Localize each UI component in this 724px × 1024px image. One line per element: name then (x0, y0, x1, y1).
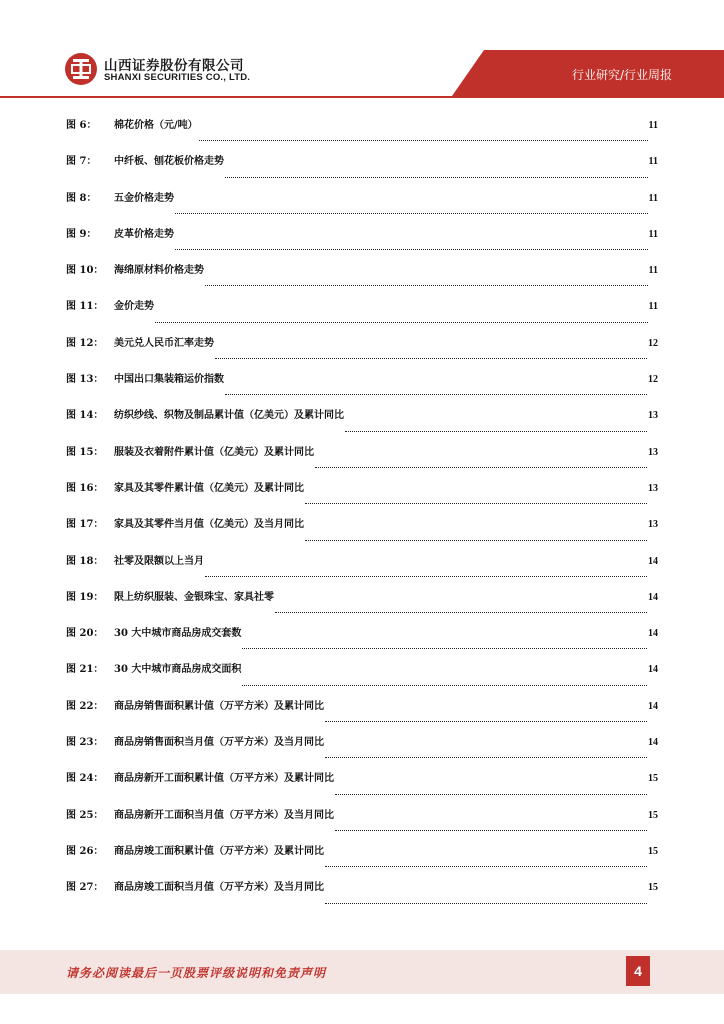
toc-entry[interactable] (66, 443, 658, 479)
toc-figure-title: 海绵原材料价格走势 (114, 265, 204, 277)
shanxi-securities-logo-icon (64, 52, 98, 86)
toc-figure-title: 五金价格走势 (114, 192, 174, 204)
toc-figure-title: 商品房销售面积累计值（万平方米）及累计同比 (114, 700, 324, 712)
toc-entry[interactable] (66, 697, 658, 733)
toc-entry[interactable] (66, 225, 658, 261)
toc-figure-title: 棉花价格（元/吨） (114, 120, 198, 131)
toc-entry[interactable] (66, 297, 658, 333)
toc-page-number: 15 (648, 845, 658, 857)
toc-dot-leader (215, 357, 647, 359)
toc-figure-title: 30 大中城市商品房成交面积 (114, 664, 242, 676)
report-category: 行业研究/行业周报 (571, 68, 672, 82)
toc-figure-number: 图 16： (66, 482, 104, 494)
toc-figure-number: 图 14： (66, 410, 104, 422)
toc-dot-leader (325, 756, 647, 758)
toc-entry[interactable] (66, 660, 658, 696)
toc-dot-leader (242, 684, 647, 686)
toc-figure-title: 中国出口集装箱运价指数 (114, 374, 224, 386)
toc-dot-leader (175, 248, 648, 250)
toc-dot-leader (305, 539, 647, 541)
toc-page-number: 14 (648, 664, 658, 676)
toc-figure-title: 服装及衣着附件累计值（亿美元）及累计同比 (114, 446, 314, 458)
toc-entry[interactable] (66, 588, 658, 624)
toc-entry[interactable] (66, 116, 658, 152)
toc-page-number: 11 (648, 120, 658, 131)
toc-entry[interactable] (66, 806, 658, 842)
toc-page-number: 11 (648, 192, 658, 204)
toc-figure-title: 30 大中城市商品房成交套数 (114, 628, 242, 640)
toc-dot-leader (335, 793, 647, 795)
toc-figure-number: 图 7： (66, 156, 97, 168)
toc-page-number: 11 (648, 228, 658, 240)
toc-figure-number: 图 11： (66, 301, 104, 313)
toc-figure-title: 商品房竣工面积当月值（万平方米）及当月同比 (114, 882, 324, 894)
toc-figure-number: 图 19： (66, 591, 104, 603)
toc-entry[interactable] (66, 479, 658, 515)
toc-page-number: 13 (648, 482, 658, 494)
toc-page-number: 15 (648, 882, 658, 894)
toc-figure-number: 图 22： (66, 700, 104, 712)
toc-page-number: 14 (648, 628, 658, 640)
toc-page-number: 11 (648, 301, 658, 313)
toc-dot-leader (199, 139, 648, 141)
toc-entry[interactable] (66, 189, 658, 225)
toc-page-number: 11 (648, 156, 658, 168)
toc-figure-number: 图 20： (66, 628, 104, 640)
toc-page-number: 13 (648, 519, 658, 531)
toc-page-number: 15 (648, 773, 658, 785)
footer-disclaimer: 请务必阅读最后一页股票评级说明和免责声明 (66, 966, 327, 980)
toc-figure-number: 图 25： (66, 809, 104, 821)
toc-figure-title: 家具及其零件累计值（亿美元）及累计同比 (114, 482, 304, 494)
toc-entry[interactable] (66, 878, 658, 914)
toc-figure-number: 图 8： (66, 192, 97, 204)
toc-entry[interactable] (66, 152, 658, 188)
toc-entry[interactable] (66, 733, 658, 769)
toc-figure-title: 家具及其零件当月值（亿美元）及当月同比 (114, 519, 304, 531)
toc-dot-leader (325, 902, 647, 904)
toc-entry[interactable] (66, 406, 658, 442)
toc-figure-title: 皮革价格走势 (114, 228, 174, 240)
toc-figure-title: 商品房竣工面积累计值（万平方米）及累计同比 (114, 845, 324, 857)
toc-figure-title: 商品房新开工面积累计值（万平方米）及累计同比 (114, 773, 334, 785)
toc-figure-number: 图 15： (66, 446, 104, 458)
toc-figure-title: 纺织纱线、织物及制品累计值（亿美元）及累计同比 (114, 410, 344, 422)
toc-page-number: 14 (648, 700, 658, 712)
toc-entry[interactable] (66, 515, 658, 551)
header-banner (0, 0, 724, 100)
toc-dot-leader (205, 284, 648, 286)
toc-dot-leader (315, 466, 647, 468)
toc-dot-leader (325, 865, 647, 867)
toc-figure-number: 图 21： (66, 664, 104, 676)
toc-dot-leader (175, 212, 648, 214)
toc-entry[interactable] (66, 624, 658, 660)
toc-figure-title: 中纤板、刨花板价格走势 (114, 156, 224, 168)
toc-dot-leader (225, 393, 647, 395)
toc-page-number: 12 (648, 374, 658, 386)
page-number: 4 (626, 956, 650, 986)
toc-page-number: 11 (648, 265, 658, 277)
toc-dot-leader (325, 720, 647, 722)
toc-figure-number: 图 9： (66, 228, 97, 240)
toc-figure-number: 图 24： (66, 773, 104, 785)
toc-figure-title: 社零及限额以上当月 (114, 555, 204, 567)
toc-page-number: 14 (648, 591, 658, 603)
toc-dot-leader (305, 502, 647, 504)
toc-figure-number: 图 12： (66, 337, 104, 349)
toc-dot-leader (155, 321, 648, 323)
toc-figure-title: 美元兑人民币汇率走势 (114, 337, 214, 349)
figure-table-of-contents (66, 116, 658, 915)
toc-figure-number: 图 6： (66, 120, 97, 131)
toc-entry[interactable] (66, 261, 658, 297)
toc-entry[interactable] (66, 552, 658, 588)
toc-dot-leader (205, 575, 647, 577)
toc-figure-number: 图 26： (66, 845, 104, 857)
company-name-en: SHANXI SECURITIES CO., LTD. (104, 72, 251, 83)
company-name-cn: 山西证券股份有限公司 (104, 58, 244, 74)
toc-page-number: 13 (648, 410, 658, 422)
page-header (0, 0, 724, 100)
toc-figure-title: 限上纺织服装、金银珠宝、家具社零 (114, 591, 274, 603)
toc-dot-leader (335, 829, 647, 831)
toc-dot-leader (345, 430, 647, 432)
toc-page-number: 13 (648, 446, 658, 458)
toc-figure-number: 图 10： (66, 265, 104, 277)
toc-page-number: 14 (648, 737, 658, 749)
toc-entry[interactable] (66, 370, 658, 406)
toc-dot-leader (242, 647, 647, 649)
toc-figure-number: 图 18： (66, 555, 104, 567)
toc-page-number: 14 (648, 555, 658, 567)
toc-figure-number: 图 27： (66, 882, 104, 894)
toc-entry[interactable] (66, 842, 658, 878)
toc-entry[interactable] (66, 334, 658, 370)
toc-figure-title: 金价走势 (114, 301, 154, 313)
toc-figure-number: 图 23： (66, 737, 104, 749)
toc-figure-number: 图 13： (66, 374, 104, 386)
toc-entry[interactable] (66, 769, 658, 805)
toc-figure-title: 商品房新开工面积当月值（万平方米）及当月同比 (114, 809, 334, 821)
toc-dot-leader (275, 611, 647, 613)
toc-figure-number: 图 17： (66, 519, 104, 531)
toc-figure-title: 商品房销售面积当月值（万平方米）及当月同比 (114, 737, 324, 749)
page-footer (0, 950, 724, 994)
toc-page-number: 15 (648, 809, 658, 821)
toc-dot-leader (225, 176, 648, 178)
toc-page-number: 12 (648, 337, 658, 349)
